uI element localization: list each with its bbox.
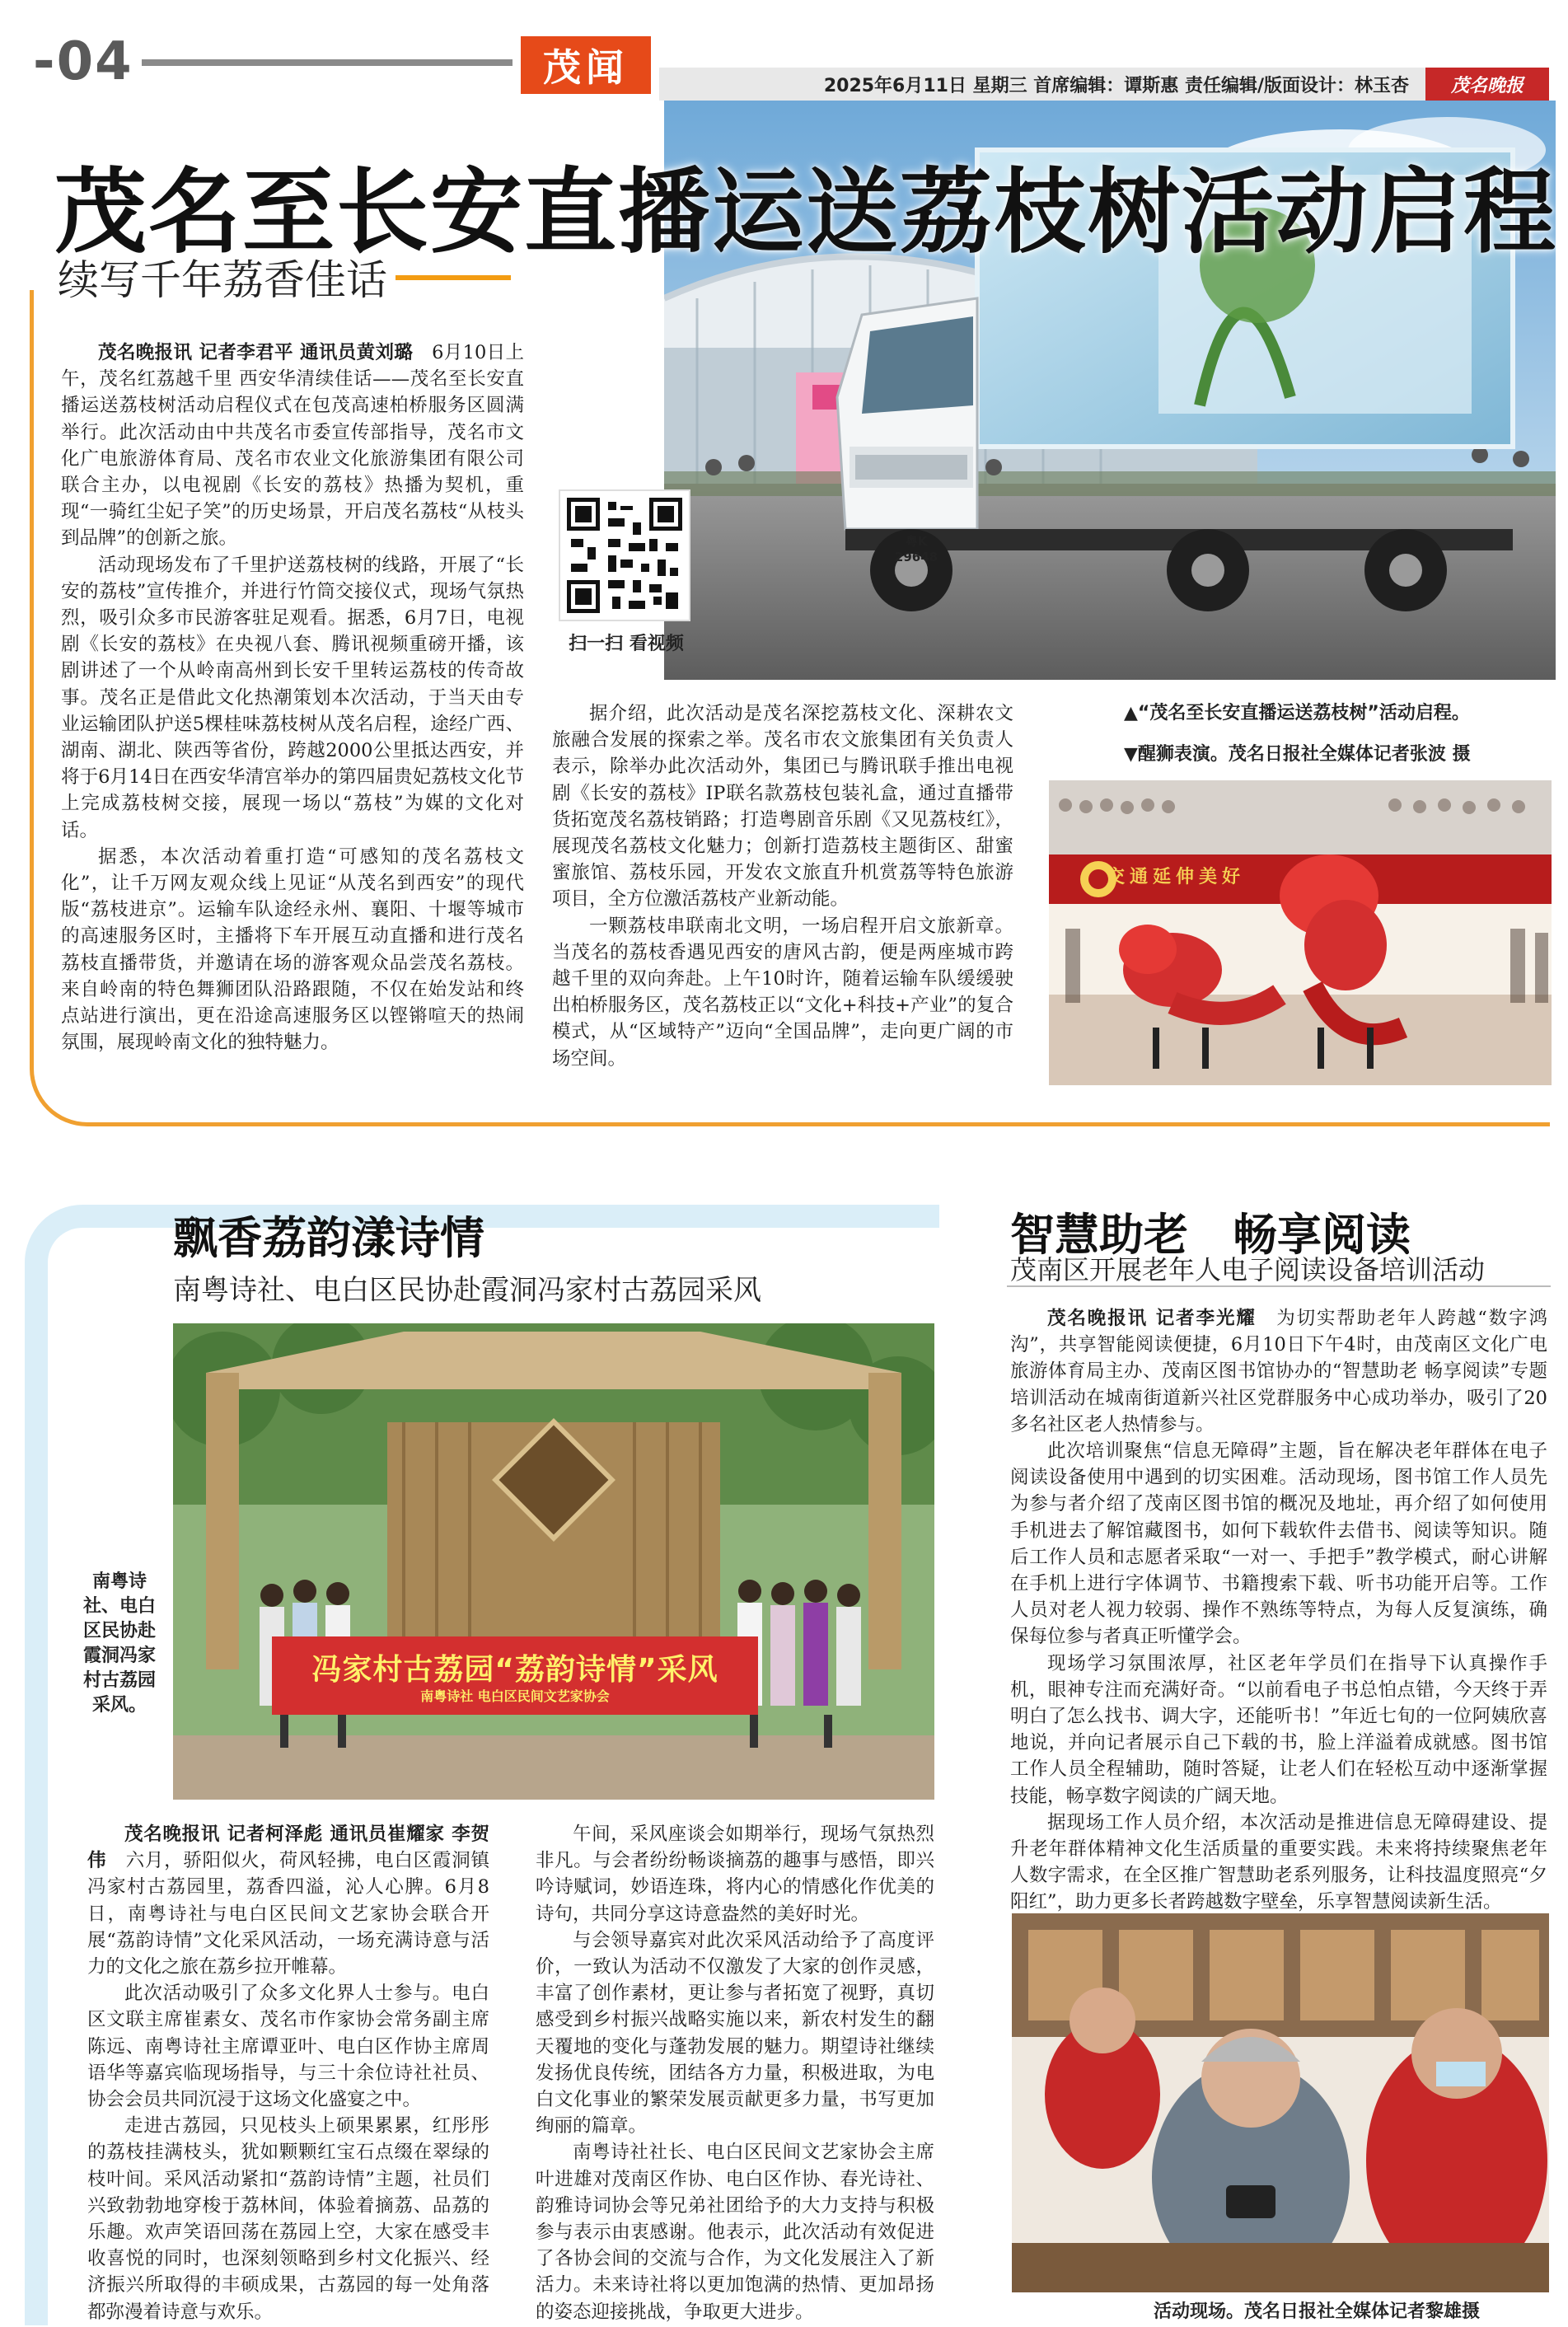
masthead-logo: 茂名晚报 (1425, 68, 1549, 101)
story1-byline: 茂名晚报讯 记者李君平 通讯员黄刘璐 (98, 342, 414, 363)
header-rule (142, 59, 513, 66)
qr-caption: 扫一扫 看视频 (569, 634, 684, 654)
story1-paragraph: 一颗荔枝串联南北文明，一场启程开启文旅新章。当茂名的荔枝香遇见西安的唐风古韵，便是两座城市跨越千里的双向奔赴。上午10时许，随着运输车队缓缓驶出柏桥服务区，茂名荔枝正以“文化+科技+产业”的复合模式，从“区域特产”迈向“全国品牌”，走向更广阔的市场空间。 (552, 915, 1013, 1070)
story2-column-1 (87, 1821, 489, 2325)
story2-paragraph: 此次活动吸引了众多文化界人士参与。电白区文联主席崔素女、茂名市作家协会常务副主席陈远、南粤诗社主席谭亚叶、电白区作协主席周语华等嘉宾临现场指导，与三十余位诗社社员、协会会员共同沉浸于这场文化盛宴之中。 (87, 1983, 489, 2111)
page-number: -04 (33, 31, 133, 92)
story2-photo-caption: 南粤诗社、电白区民协赴霞洞冯家村古荔园采风。 (82, 1571, 156, 1716)
story1-caption-2: ▼醒狮表演。茂名日报社全媒体记者张波 摄 (1124, 744, 1471, 765)
group-banner-text: 冯家村古荔园“荔韵诗情”采风 (311, 1653, 718, 1687)
group-banner-subtext: 南粤诗社 电白区民间文艺家协会 (420, 1688, 610, 1704)
story1-subheadline: 续写千年荔香佳话 (58, 256, 387, 304)
lion-dance-photo (1049, 780, 1552, 1085)
column-tag: 茂闻 (521, 36, 651, 94)
mall-banner-text: 交通延伸美好 (1107, 867, 1246, 887)
story3-paragraph: 现场学习氛围浓厚，社区老年学员们在指导下认真操作手机，眼神专注而充满好奇。“以前看电子书总怕点错，今天终于弄明白了怎么找书、调大字，还能听书！”年近七旬的一位阿姨欣喜地说，并向记者展示自己下载的书，脸上洋溢着成就感。图书馆工作人员全程辅助，随时答疑，让老人们在轻松互动中逐渐掌握技能，畅享数字阅读的广阔天地。 (1010, 1652, 1547, 1807)
story2-subheadline: 南粤诗社、电白区民协赴霞洞冯家村古荔园采风 (173, 1274, 761, 1307)
story1-headline: 茂名至长安直播运送荔枝树活动启程 (54, 159, 1557, 266)
story1-column-1 (61, 339, 524, 1056)
dateline: 2025年6月11日 星期三 首席编辑：谭斯惠 责任编辑/版面设计：林玉杏 (823, 75, 1409, 96)
elderly-training-photo (1012, 1913, 1549, 2292)
truck-plate: 粤K 29648 (894, 534, 938, 564)
story2-byline: 茂名晚报讯 记者柯泽彪 通讯员崔耀家 李贺伟 (87, 1824, 489, 1872)
story3-paragraph: 此次培训聚焦“信息无障碍”主题，旨在解决老年群体在电子阅读设备使用中遇到的切实困难。活动现场，图书馆工作人员先为参与者介绍了茂南区图书馆的概况及地址，再介绍了如何使用手机进去了解馆藏图书，如何下载软件去借书、阅读等知识。随后工作人员和志愿者采取“一对一、手把手”教学模式，耐心讲解在手机上进行字体调节、书籍搜索下载、听书功能开启等。工作人员对老人视力较弱、操作不熟练等特点，为每人反复演练，确保每位参与者真正听懂学会。 (1010, 1440, 1547, 1648)
story3-photo-caption: 活动现场。茂名日报社全媒体记者黎雄摄 (1154, 2301, 1481, 2322)
story3-paragraph: 据现场工作人员介绍，本次活动是推进信息无障碍建设、提升老年群体精神文化生活质量的重要实践。未来将持续聚焦老年人数字需求，在全区推广智慧助老系列服务，让科技温度照亮“夕阳红”，助力更多长者跨越数字壁垒，乐享智慧阅读新生活。 (1010, 1811, 1547, 1913)
story3-subheadline: 茂南区开展老年人电子阅读设备培训活动 (1010, 1254, 1486, 1285)
story3-body (1010, 1305, 1547, 1916)
story1-paragraph: 据悉，本次活动着重打造“可感知的茂名荔枝文化”，让千万网友观众线上见证“从茂名到西安”的现代版“荔枝进京”。运输车队途经永州、襄阳、十堰等城市的高速服务区时，主播将下车开展互动直播和进行茂名荔枝直播带货，并邀请在场的游客观众品尝茂名荔枝。来自岭南的特色舞狮团队沿路跟随，不仅在始发站和终点站进行演出，更在沿途高速服务区以铿锵喧天的热闹氛围，展现岭南文化的独特魅力。 (61, 845, 524, 1054)
story1-column-2 (552, 700, 1013, 1072)
story3-byline: 茂名晚报讯 记者李光耀 (1047, 1308, 1257, 1329)
story3-rule (1007, 1285, 1551, 1287)
story2-paragraph: 午间，采风座谈会如期举行，现场气氛热烈非凡。与会者纷纷畅谈摘荔的趣事与感悟，即兴吟诗赋词，妙语连珠，将内心的情感化作优美的诗句，共同分享这诗意盎然的美好时光。 (536, 1824, 934, 1925)
story2-paragraph: 六月，骄阳似火，荷风轻拂，电白区霞洞镇冯家村古荔园里，荔香四溢，沁人心脾。6月8日，南粤诗社与电白区民间文艺家协会联合开展“荔韵诗情”文化采风活动，一场充满诗意与活力的文化之旅在荔乡拉开帷幕。 (87, 1850, 489, 1978)
story1-paragraph: 据介绍，此次活动是茂名深挖荔枝文化、深耕农文旅融合发展的探索之举。茂名市农文旅集团有关负责人表示，除举办此次活动外，集团已与腾讯联手推出电视剧《长安的荔枝》IP联名款荔枝包装礼盒，通过直播带货拓宽茂名荔枝销路；打造粤剧音乐剧《又见荔枝红》，展现茂名荔枝文化魅力；创新打造荔枝主题街区、甜蜜蜜旅馆、荔枝乐园，开发农文旅直升机赏荔等特色旅游项目，全方位激活荔枝产业新动能。 (552, 703, 1013, 911)
story2-headline: 飘香荔韵漾诗情 (173, 1212, 484, 1264)
story2-paragraph: 南粤诗社社长、电白区民间文艺家协会主席叶进雄对茂南区作协、电白区作协、春光诗社、韵雅诗词协会等兄弟社团给予的大力支持与积极参与表示由衷感谢。他表示，此次活动有效促进了各协会间的交流与合作，为文化发展注入了新活力。未来诗社将以更加饱满的热情、更加昂扬的姿态迎接挑战，争取更大进步。 (536, 2142, 934, 2323)
story1-caption-1: ▲“茂名至长安直播运送荔枝树”活动启程。 (1124, 703, 1470, 723)
qr-code[interactable] (560, 491, 689, 620)
story1-paragraph: 6月10日上午，茂名红荔越千里 西安华清续佳话——茂名至长安直播运送荔枝树活动启程仪式在包茂高速柏桥服务区圆满举行。此次活动由中共茂名市委宣传部指导，茂名市文化广电旅游体育局、茂名市农业文化旅游集团有限公司联合主办，以电视剧《长安的荔枝》热播为契机，重现“一骑红尘妃子笑”的历史场景，开启茂名荔枝“从枝头到品牌”的创新之旅。 (61, 342, 524, 550)
story2-paragraph: 与会领导嘉宾对此次采风活动给予了高度评价，一致认为活动不仅激发了大家的创作灵感，丰富了创作素材，更让参与者拓宽了视野，真切感受到乡村振兴战略实施以来，新农村发生的翻天覆地的变化与蓬勃发展的魅力。期望诗社继续发扬优良传统，团结各方力量，积极进取，为电白文化事业的繁荣发展贡献更多力量，书写更加绚丽的篇章。 (536, 1929, 934, 2137)
story3-headline: 智慧助老 畅享阅读 (1010, 1209, 1411, 1261)
story3-paragraph: 为切实帮助老年人跨越“数字鸿沟”，共享智能阅读便捷，6月10日下午4时，由茂南区文化广电旅游体育局主办、茂南区图书馆协办的“智慧助老 畅享阅读”专题培训活动在城南街道新兴社区党群服务中心成功举办，吸引了20多名社区老人热情参与。 (1010, 1308, 1547, 1435)
story2-column-2 (536, 1821, 934, 2325)
village-group-photo (173, 1323, 934, 1800)
subhead-rule (396, 275, 511, 280)
story1-paragraph: 活动现场发布了千里护送荔枝树的线路，开展了“长安的荔枝”宣传推介，并进行竹筒交接仪式，现场气氛热烈，吸引众多市民游客驻足观看。据悉，6月7日，电视剧《长安的荔枝》在央视八套、腾讯视频重磅开播，该剧讲述了一个从岭南高州到长安千里转运荔枝的传奇故事。茂名正是借此文化热潮策划本次活动，于当天由专业运输团队护送5棵桂味荔枝树从茂名启程，途经广西、湖南、湖北、陕西等省份，跨越2000公里抵达西安，并将于6月14日在西安华清宫举办的第四届贵妃荔枝文化节上完成荔枝树交接，展现一场以“荔枝”为媒的文化对话。 (61, 554, 524, 841)
story2-paragraph: 走进古荔园，只见枝头上硕果累累，红彤彤的荔枝挂满枝头，犹如颗颗红宝石点缀在翠绿的枝叶间。采风活动紧扣“荔韵诗情”主题，社员们兴致勃勃地穿梭于荔林间，体验着摘荔、品荔的乐趣。欢声笑语回荡在荔园上空，大家在感受丰收喜悦的同时，也深刻领略到乡村文化振兴、经济振兴所取得的丰硕成果，古荔园的每一处角落都弥漫着诗意与欢乐。 (87, 2115, 489, 2323)
header-bar (659, 68, 1549, 101)
